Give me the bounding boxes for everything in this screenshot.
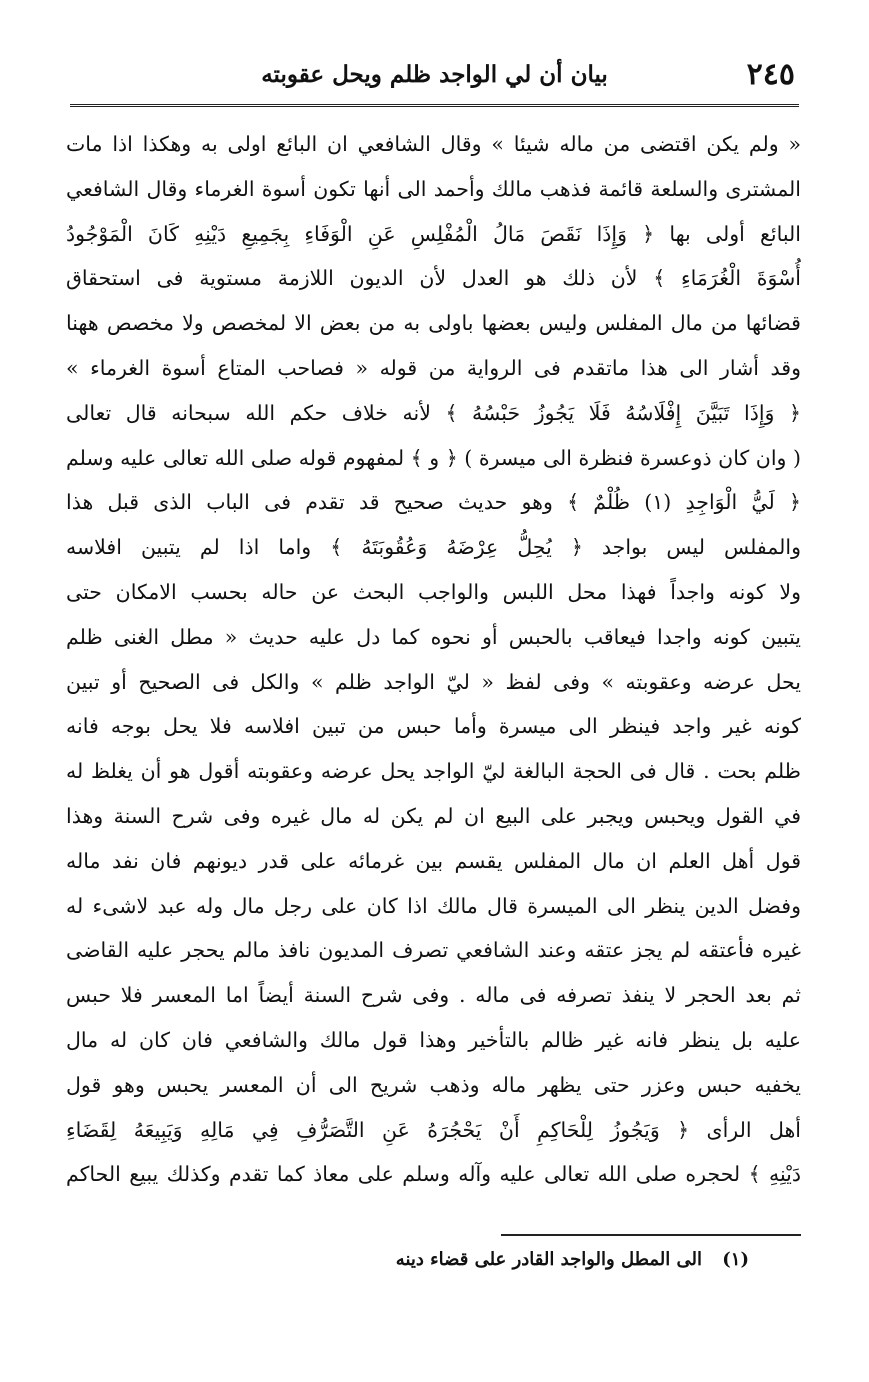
page-number: ٢٤٥ — [746, 57, 795, 92]
text-line: وقد أشار الى هذا ماتقدم فى الرواية من قوله « فصاحب المتاع أسوة الغرماء » — [66, 355, 801, 380]
text-line: البائع أولى بها ﴿ وَإِذَا نَقَصَ مَالُ الْمُفْلِسِ عَنِ الْوَفَاءِ بِجَمِيعِ دَيْنِهِ كَانَ الْمَوْجُودُ — [66, 221, 801, 246]
footnote-text: الى المطل والواجد القادر على قضاء دينه — [395, 1249, 702, 1270]
text-line: في القول ويحبس ويجبر على البيع ان لم يكن له مال غيره وفى شرح السنة وهذا — [66, 803, 801, 828]
text-line: غيره فأعتقه لم يجز عتقه وعند الشافعي تصرف المديون نافذ مالم يحجر عليه القاضى — [66, 938, 801, 963]
running-title: بيان أن لي الواجد ظلم ويحل عقوبته — [261, 61, 608, 88]
footnote-rule — [501, 1234, 801, 1236]
header-rule — [70, 104, 799, 107]
text-line: والمفلس ليس بواجد ﴿ يُحِلُّ عِرْضَهُ وَعُقُوبَتَهُ ﴾ واما اذا لم يتبين افلاسه — [66, 535, 801, 560]
text-line: ظلم بحت . قال فى الحجة البالغة ليّ الواجد يحل عرضه وعقوبته أقول هو أن يغلظ له — [66, 759, 801, 784]
text-line: يتبين كونه واجدا فيعاقب بالحبس أو نحوه كما دل عليه حديث « مطل الغنى ظلم — [66, 624, 801, 649]
text-line: ( وان كان ذوعسرة فنظرة الى ميسرة ) ﴿ و ﴾ لمفهوم قوله صلى الله تعالى عليه وسلم — [66, 445, 801, 470]
text-line: يخفيه حبس وعزر حتى يظهر ماله وذهب شريح الى أن المعسر يحبس وهو قول — [66, 1072, 801, 1097]
text-line: « ولم يكن اقتضى من ماله شيئا » وقال الشافعي ان البائع اولى به وهكذا اذا مات — [66, 132, 801, 156]
text-line: المشترى والسلعة قائمة فذهب مالك وأحمد الى أنها تكون أسوة الغرماء وقال الشافعي — [66, 176, 801, 201]
text-line: قول أهل العلم ان مال المفلس يقسم بين غرمائه على قدر ديونهم فان نفد ماله — [66, 848, 801, 873]
text-line: عليه بل ينظر فانه غير ظالم بالتأخير وهذا قول مالك والشافعي فان كان له مال — [66, 1027, 801, 1052]
footnote — [396, 1244, 749, 1276]
main-text — [66, 122, 801, 1197]
text-line: ﴿ لَيُّ الْوَاجِدِ (١) ظُلْمٌ ﴾ وهو حديث صحيح قد تقدم فى الباب الذى قبل هذا — [66, 490, 801, 515]
text-line: ولا كونه واجداً فهذا محل اللبس والواجب البحث عن حاله بحسب الامكان حتى — [66, 579, 801, 604]
text-line: وفضل الدين ينظر الى الميسرة قال مالك اذا كان على رجل مال وله عبد لاشىء له — [66, 893, 801, 918]
footnote-mark: (١) — [722, 1249, 749, 1270]
page-header — [70, 52, 799, 102]
text-line: يحل عرضه وعقوبته » وفى لفظ « ليّ الواجد ظلم » والكل فى الصحيح أو تبين — [66, 669, 801, 694]
text-line: قضائها من مال المفلس وليس بعضها باولى به من بعض الا لمخصص ولا مخصص ههنا — [66, 311, 801, 336]
text-line: كونه غير واجد فينظر الى ميسرة وأما حبس من تبين افلاسه فلا يحل بوجه فانه — [66, 714, 801, 739]
text-line: ﴿ وَإِذَا تَبَيَّنَ إِفْلَاسُهُ فَلَا يَجُوزُ حَبْسُهُ ﴾ لأنه خلاف حكم الله سبحانه قال تعالى — [66, 400, 801, 425]
text-line: ثم بعد الحجر لا ينفذ تصرفه فى ماله . وفى شرح السنة أيضاً اما المعسر فلا حبس — [66, 983, 801, 1008]
text-line: دَيْنِهِ ﴾ لحجره صلى الله تعالى عليه وآله وسلم على معاذ كما تقدم وكذلك يبيع الحاكم — [66, 1162, 801, 1187]
text-line: أهل الرأى ﴿ وَيَجُوزُ لِلْحَاكِمِ أَنْ يَحْجُرَهُ عَنِ التَّصَرُّفِ فِي مَالِهِ وَيَبِيعَهُ لِقَضَاءِ — [66, 1117, 801, 1142]
text-line: أُسْوَةَ الْغُرَمَاءِ ﴾ لأن ذلك هو العدل لأن الديون اللازمة مستوية فى استحقاق — [66, 266, 801, 291]
